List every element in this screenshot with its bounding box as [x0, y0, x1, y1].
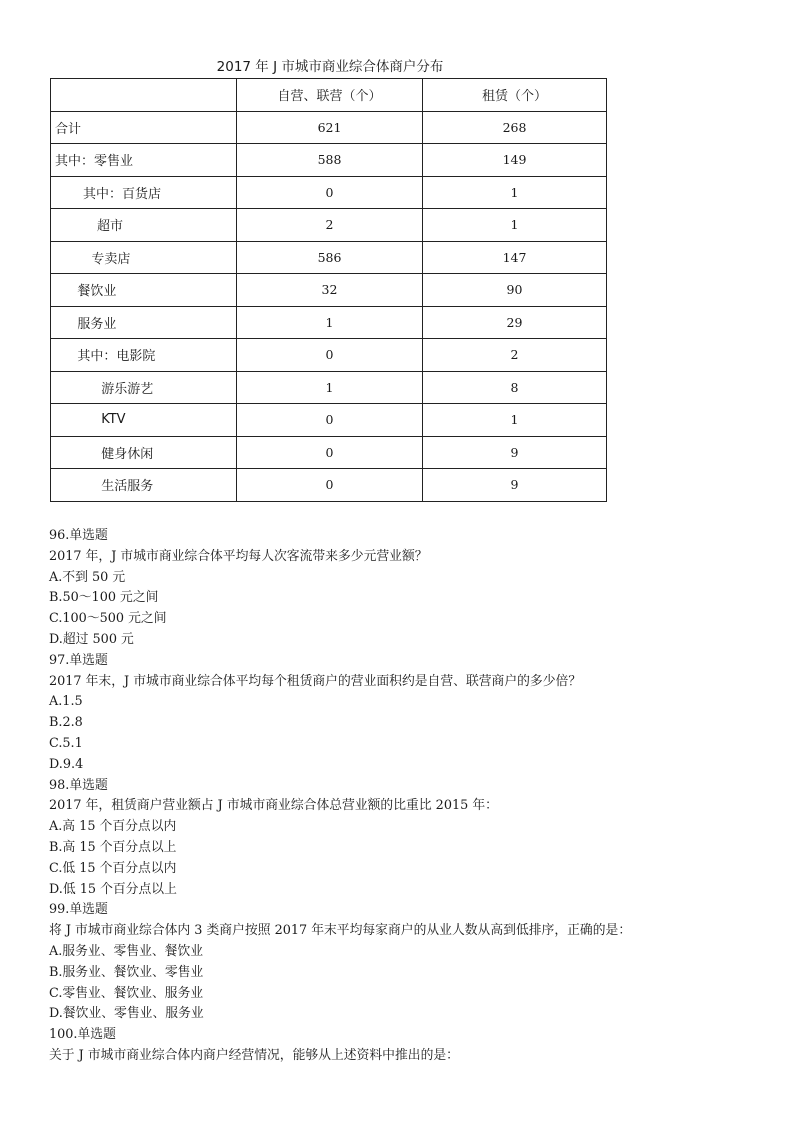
table-row — [51, 339, 607, 372]
answer-option[interactable]: A.1.5 — [49, 694, 83, 710]
answer-option[interactable]: B.2.8 — [49, 715, 83, 731]
row-label: 合计 — [51, 111, 237, 144]
header-cell-self-operated: 自营、联营（个） — [237, 79, 423, 112]
question-header: 100.单选题 — [49, 1027, 116, 1043]
self-operated-count: 621 — [237, 111, 423, 144]
table-row — [51, 176, 607, 209]
leased-count: 8 — [423, 371, 607, 404]
answer-option[interactable]: B.50～100 元之间 — [49, 590, 159, 606]
answer-option[interactable]: D.低 15 个百分点以上 — [49, 881, 177, 897]
answer-option[interactable]: C.低 15 个百分点以内 — [49, 860, 177, 876]
row-label: 其中：零售业 — [51, 144, 237, 177]
self-operated-count: 2 — [237, 209, 423, 242]
leased-count: 149 — [423, 144, 607, 177]
question-block — [49, 526, 790, 651]
header-cell-blank — [51, 79, 237, 112]
answer-option[interactable]: C.100～500 元之间 — [49, 611, 167, 627]
table-header-row — [51, 79, 607, 112]
row-label: 游乐游艺 — [51, 371, 237, 404]
question-block — [49, 1025, 790, 1067]
row-label: 其中：电影院 — [51, 339, 237, 372]
table-row — [51, 306, 607, 339]
self-operated-count: 588 — [237, 144, 423, 177]
self-operated-count: 0 — [237, 404, 423, 437]
answer-option[interactable]: B.高 15 个百分点以上 — [49, 839, 177, 855]
question-block — [49, 776, 790, 901]
self-operated-count: 0 — [237, 176, 423, 209]
leased-count: 2 — [423, 339, 607, 372]
leased-count: 268 — [423, 111, 607, 144]
self-operated-count: 32 — [237, 274, 423, 307]
question-block — [49, 651, 790, 776]
self-operated-count: 1 — [237, 371, 423, 404]
answer-option[interactable]: C.5.1 — [49, 735, 83, 751]
table-row — [51, 111, 607, 144]
answer-option[interactable]: A.高 15 个百分点以内 — [49, 819, 177, 835]
row-label: 生活服务 — [51, 469, 237, 502]
question-list — [49, 526, 790, 1067]
table-row — [51, 209, 607, 242]
row-label: 餐饮业 — [51, 274, 237, 307]
answer-option[interactable]: A.服务业、零售业、餐饮业 — [49, 943, 204, 959]
table-title: 2017 年 J 市城市商业综合体商户分布 — [216, 59, 444, 75]
question-block — [49, 900, 790, 1025]
leased-count: 1 — [423, 404, 607, 437]
question-header: 97.单选题 — [49, 652, 108, 668]
question-header: 96.单选题 — [49, 528, 108, 543]
table-row — [51, 371, 607, 404]
leased-count: 1 — [423, 209, 607, 242]
leased-count: 1 — [423, 176, 607, 209]
answer-option[interactable]: D.餐饮业、零售业、服务业 — [49, 1006, 204, 1022]
row-label: 健身休闲 — [51, 436, 237, 469]
leased-count: 90 — [423, 274, 607, 307]
leased-count: 29 — [423, 306, 607, 339]
self-operated-count: 0 — [237, 339, 423, 372]
row-label: 专卖店 — [51, 241, 237, 274]
question-header: 99.单选题 — [49, 902, 108, 918]
answer-option[interactable]: A.不到 50 元 — [49, 569, 126, 585]
question-stem: 将 J 市城市商业综合体内 3 类商户按照 2017 年末平均每家商户的从业人数从高到低排序，正确的是： — [49, 923, 632, 939]
leased-count: 9 — [423, 469, 607, 502]
table-row — [51, 404, 607, 437]
table-row — [51, 469, 607, 502]
answer-option[interactable]: D.9.4 — [49, 756, 84, 772]
answer-option[interactable]: D.超过 500 元 — [49, 631, 134, 647]
answer-option[interactable]: C.零售业、餐饮业、服务业 — [49, 985, 204, 1001]
row-label: 超市 — [51, 209, 237, 242]
table-row — [51, 274, 607, 307]
self-operated-count: 586 — [237, 241, 423, 274]
question-header: 98.单选题 — [49, 777, 108, 793]
table-row — [51, 144, 607, 177]
leased-count: 9 — [423, 436, 607, 469]
row-label: 服务业 — [51, 306, 237, 339]
question-stem: 关于 J 市城市商业综合体内商户经营情况，能够从上述资料中推出的是： — [49, 1047, 459, 1063]
table-row — [51, 241, 607, 274]
question-stem: 2017 年，J 市城市商业综合体平均每人次客流带来多少元营业额？ — [49, 548, 428, 564]
table-row — [51, 436, 607, 469]
self-operated-count: 1 — [237, 306, 423, 339]
question-stem: 2017 年，租赁商户营业额占 J 市城市商业综合体总营业额的比重比 2015 年： — [49, 798, 498, 814]
self-operated-count: 0 — [237, 469, 423, 502]
merchant-distribution-table — [50, 78, 607, 502]
leased-count: 147 — [423, 241, 607, 274]
self-operated-count: 0 — [237, 436, 423, 469]
row-label: KTV — [51, 404, 237, 437]
row-label: 其中：百货店 — [51, 176, 237, 209]
header-cell-leased: 租赁（个） — [423, 79, 607, 112]
answer-option[interactable]: B.服务业、餐饮业、零售业 — [49, 964, 204, 980]
question-stem: 2017 年末，J 市城市商业综合体平均每个租赁商户的营业面积约是自营、联营商户的多少倍？ — [49, 673, 582, 689]
